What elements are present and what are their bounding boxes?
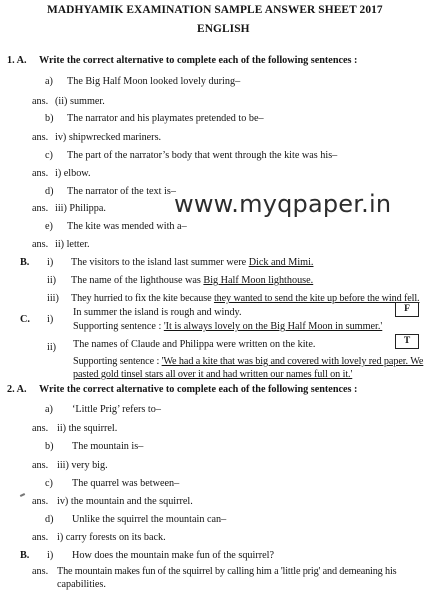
- q1c-ii-verdict-box: T: [395, 334, 419, 349]
- q1a-c-question: The part of the narrator’s body that went through the kite was his–: [67, 150, 338, 161]
- q1b-i-num: i): [47, 257, 54, 268]
- q2a-a-ans-label: ans.: [32, 423, 49, 434]
- q1b-iii-text: They hurried to fix the kite because: [71, 293, 214, 304]
- q1a-a-question: The Big Half Moon looked lovely during–: [67, 76, 241, 87]
- q1a-a-letter: a): [45, 76, 53, 87]
- q1a-d-answer: iii) Philippa.: [55, 203, 106, 214]
- q2a-b-question: The mountain is–: [72, 441, 144, 452]
- q1a-e-letter: e): [45, 221, 53, 232]
- q1b-iii-sentence: [71, 293, 420, 305]
- q1c-i-verdict-box: F: [395, 302, 419, 317]
- watermark-text: www.myqpaper.in: [174, 190, 392, 218]
- q2a-b-ans-label: ans.: [32, 460, 49, 471]
- q1a-d-ans-label: ans.: [32, 203, 49, 214]
- q1c-ii-num: ii): [47, 342, 57, 353]
- q1a-c-answer: i) elbow.: [55, 168, 91, 179]
- q2a-d-letter: d): [45, 514, 54, 525]
- q2a-b-answer: iii) very big.: [57, 460, 108, 471]
- q2a-d-question: Unlike the squirrel the mountain can–: [72, 514, 227, 525]
- q2a-b-letter: b): [45, 441, 54, 452]
- q2a-a-question: ‘Little Prig’ refers to–: [72, 404, 161, 415]
- q1a-b-answer: iv) shipwrecked mariners.: [55, 132, 162, 143]
- q2a-c-ans-label: ans.: [32, 496, 49, 507]
- q1b-iii-answer: they wanted to send the kite up before the wind fell.: [213, 293, 420, 304]
- q1c-i-support: [73, 321, 382, 333]
- q1a-c-ans-label: ans.: [32, 168, 49, 179]
- q1c-i-support-label: Supporting sentence :: [73, 321, 164, 332]
- q1a-b-question: The narrator and his playmates pretended to be–: [67, 113, 264, 124]
- q2b-ans-label: ans.: [32, 566, 49, 577]
- q2a-d-ans-label: ans.: [32, 532, 49, 543]
- q1b-iii-num: iii): [47, 293, 59, 304]
- q1a-d-letter: d): [45, 186, 54, 197]
- stray-pen-mark: [20, 493, 25, 497]
- q2a-a-answer: ii) the squirrel.: [57, 423, 118, 434]
- q1a-a-ans-label: ans.: [32, 96, 49, 107]
- q1a-a-answer: (ii) summer.: [55, 96, 105, 107]
- q1c-ii-support-text-2: pasted gold tinsel stars all over it and had written our names full on it.': [73, 369, 353, 380]
- q2a-c-question: The quarrel was between–: [72, 478, 180, 489]
- q1a-e-ans-label: ans.: [32, 239, 49, 250]
- q1b-ii-num: ii): [47, 275, 57, 286]
- q1a-b-ans-label: ans.: [32, 132, 49, 143]
- q1b-ii-text: The name of the lighthouse was: [71, 275, 204, 286]
- q2b-i-num: i): [47, 550, 54, 561]
- q2a-c-answer: iv) the mountain and the squirrel.: [57, 496, 193, 507]
- q1c-i-support-text: 'It is always lovely on the Big Half Moon in summer.': [163, 321, 383, 332]
- q2a-a-letter: a): [45, 404, 53, 415]
- q1c-ii-support-text-1: 'We had a kite that was big and covered with lovely red paper. We: [161, 356, 424, 367]
- sheet-title: MADHYAMIK EXAMINATION SAMPLE ANSWER SHEET 2017: [47, 4, 383, 16]
- q1c-i-num: i): [47, 314, 54, 325]
- q1c-i-statement: In summer the island is rough and windy.: [73, 307, 242, 318]
- q1a-b-letter: b): [45, 113, 54, 124]
- section-1c-label: C.: [20, 314, 30, 325]
- q1c-ii-support: [73, 356, 423, 368]
- q2b-answer-continued: capabilities.: [57, 579, 106, 590]
- section-1a-instruction: Write the correct alternative to complete each of the following sentences :: [39, 55, 358, 66]
- q1a-e-question: The kite was mended with a–: [67, 221, 187, 232]
- section-2a-label: 2. A.: [7, 384, 27, 395]
- q2b-i-question: How does the mountain make fun of the squirrel?: [72, 550, 274, 561]
- q1b-i-text: The visitors to the island last summer were: [71, 257, 249, 268]
- q2a-c-letter: c): [45, 478, 53, 489]
- section-1a-label: 1. A.: [7, 55, 27, 66]
- q1c-ii-statement: The names of Claude and Philippa were written on the kite.: [73, 339, 316, 350]
- subject-title: ENGLISH: [197, 23, 250, 35]
- q1c-ii-support-label: Supporting sentence :: [73, 356, 162, 367]
- section-2a-instruction: Write the correct alternative to complete each of the following sentences :: [39, 384, 358, 395]
- q1b-ii-answer: Big Half Moon lighthouse.: [203, 275, 314, 286]
- q1b-i-answer: Dick and Mimi.: [248, 257, 314, 268]
- q1b-ii-sentence: [71, 275, 313, 287]
- q1b-i-sentence: [71, 257, 313, 269]
- q1a-d-question: The narrator of the text is–: [67, 186, 176, 197]
- q2a-d-answer: i) carry forests on its back.: [57, 532, 166, 543]
- section-1b-label: B.: [20, 257, 30, 268]
- q1a-e-answer: ii) letter.: [55, 239, 90, 250]
- q2b-answer: The mountain makes fun of the squirrel by calling him a 'little prig' and demeaning his: [57, 566, 397, 577]
- section-2b-label: B.: [20, 550, 30, 561]
- q1a-c-letter: c): [45, 150, 53, 161]
